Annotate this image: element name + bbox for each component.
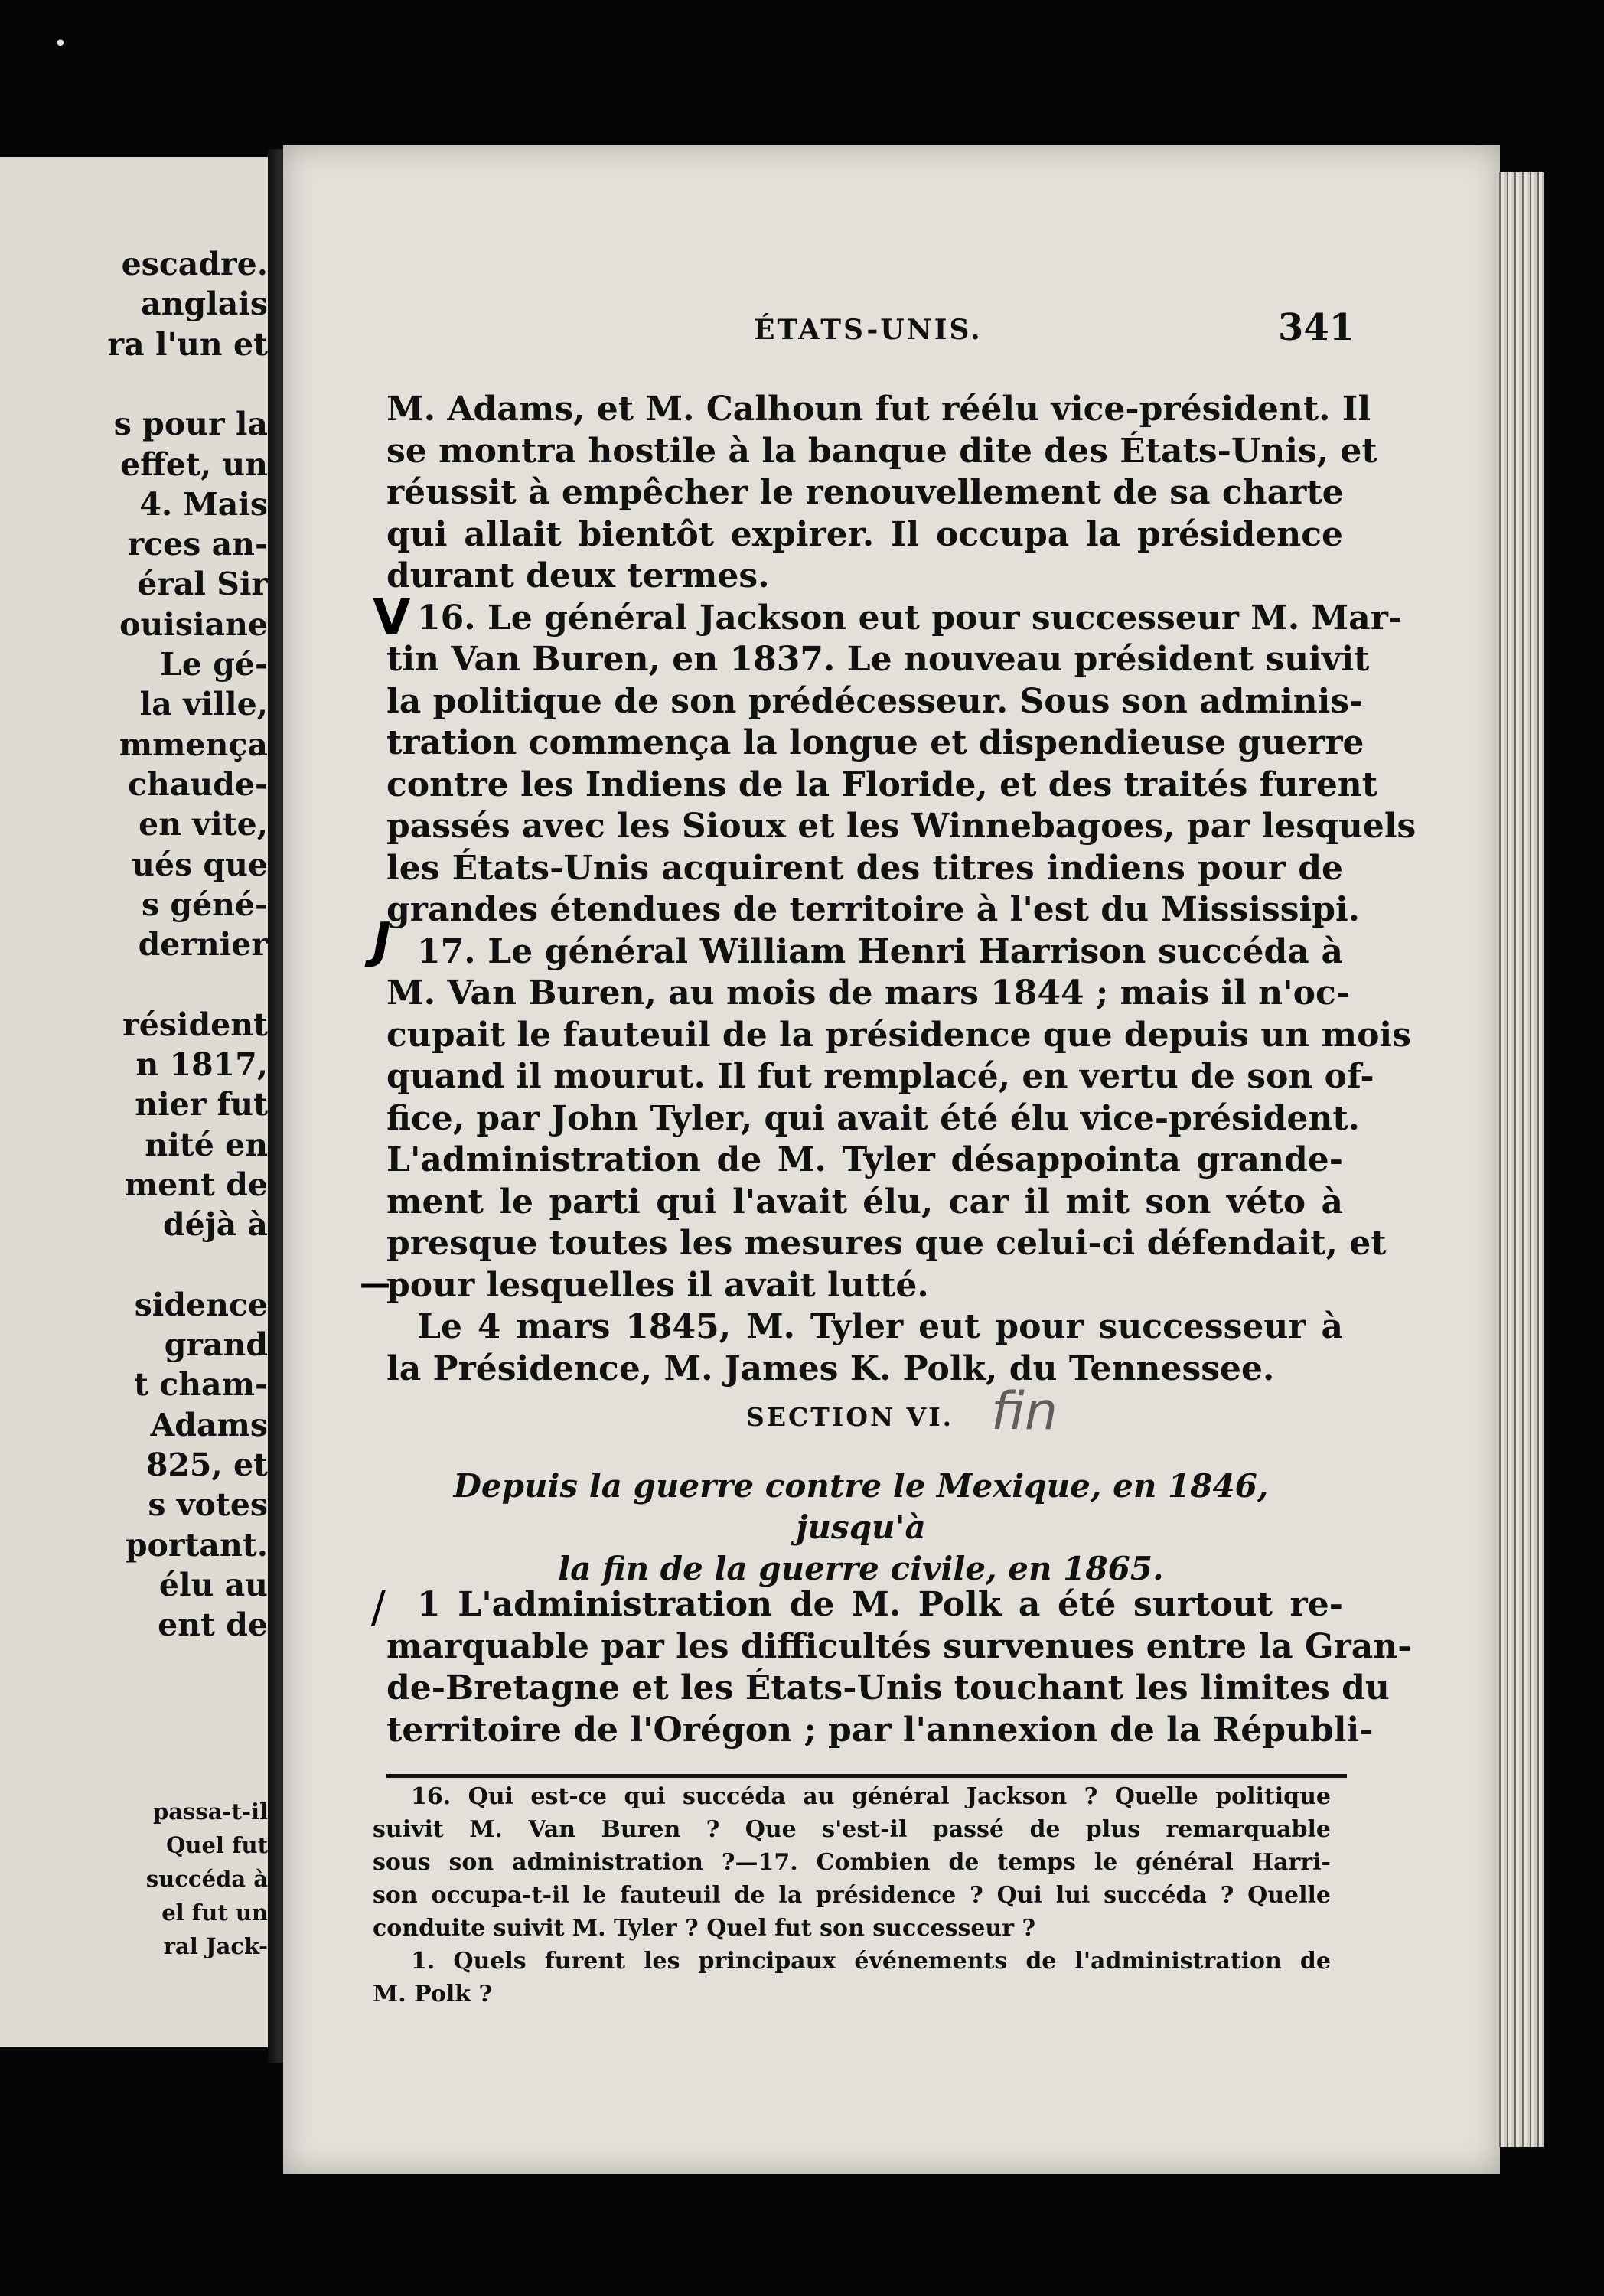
body-line: qui allait bientôt expirer. Il occupa la présidence bbox=[386, 514, 1343, 554]
question-line: suivit M. Van Buren ? Que s'est-il passé de plus remarquable bbox=[373, 1816, 1331, 1843]
body-line: M. Van Buren, au mois de mars 1844 ; mais il n'oc- bbox=[386, 974, 1351, 1013]
section-line: territoire de l'Orégon ; par l'annexion de la Républi- bbox=[386, 1710, 1374, 1750]
left-page-text-fragment: chaude- bbox=[128, 765, 268, 803]
left-page-text-fragment: n 1817, bbox=[135, 1046, 268, 1083]
question-line: M. Polk ? bbox=[373, 1981, 493, 2007]
left-page-text-fragment: s pour la bbox=[113, 406, 268, 443]
question-line: sous son administration ?—17. Combien de temps le général Harri- bbox=[373, 1849, 1331, 1876]
left-page-text-fragment: Le gé- bbox=[160, 646, 268, 683]
page-number: 341 bbox=[1278, 306, 1355, 349]
left-page-text-fragment: rces an- bbox=[127, 526, 268, 563]
footnote-rule bbox=[386, 1774, 1347, 1778]
left-page-fragment bbox=[0, 157, 272, 2047]
body-line: grandes étendues de territoire à l'est du Mississipi. bbox=[386, 890, 1361, 929]
left-page-text-fragment: effet, un bbox=[120, 445, 268, 483]
left-page-text-fragment: 825, et bbox=[145, 1446, 268, 1483]
left-page-text-fragment: portant. bbox=[125, 1526, 268, 1564]
left-page-text-fragment: en vite, bbox=[139, 806, 268, 843]
left-page-question-fragment: el fut un bbox=[161, 1900, 268, 1926]
left-page-question-fragment: ral Jack- bbox=[163, 1933, 268, 1959]
body-line: tration commença la longue et dispendieuse guerre bbox=[386, 723, 1364, 762]
left-page-text-fragment: nité en bbox=[145, 1126, 268, 1163]
question-line: son occupa-t-il le fauteuil de la présidence ? Qui lui succéda ? Quelle bbox=[373, 1882, 1331, 1909]
margin-dash-mark: — bbox=[360, 1267, 390, 1302]
section-subtitle-line: Depuis la guerre contre le Mexique, en 1846, jusqu'à bbox=[453, 1467, 1269, 1546]
body-line: quand il mourut. Il fut remplacé, en vertu de son of- bbox=[386, 1057, 1374, 1096]
body-line: ment le parti qui l'avait élu, car il mit son véto à bbox=[386, 1182, 1343, 1221]
margin-check-mark-17: J bbox=[373, 913, 391, 970]
left-page-text-fragment: s géné- bbox=[141, 885, 268, 923]
body-line: réussit à empêcher le renouvellement de sa charte bbox=[386, 473, 1344, 512]
section-line: 1 L'administration de M. Polk a été surtout re- bbox=[417, 1585, 1343, 1624]
section-subtitle bbox=[413, 1466, 1309, 1590]
body-line: la politique de son prédécesseur. Sous son adminis- bbox=[386, 681, 1364, 721]
left-page-text-fragment: la ville, bbox=[139, 686, 268, 723]
body-line: Le 4 mars 1845, M. Tyler eut pour successeur à bbox=[417, 1307, 1343, 1346]
review-questions bbox=[373, 1780, 1331, 2011]
section-body bbox=[386, 1584, 1412, 1751]
left-page-text-fragment: t cham- bbox=[134, 1366, 268, 1404]
body-line: pour lesquelles il avait lutté. bbox=[386, 1265, 929, 1305]
body-line: tin Van Buren, en 1837. Le nouveau président suivit bbox=[386, 640, 1370, 679]
left-page-text-fragment: élu au bbox=[158, 1566, 268, 1603]
left-page-question-fragment: passa-t-il bbox=[152, 1799, 268, 1825]
left-page-text-fragment: ent de bbox=[158, 1606, 268, 1644]
left-page-text-fragment: ouisiane bbox=[119, 605, 268, 643]
left-page-question-fragment: succéda à bbox=[145, 1866, 268, 1892]
body-line: contre les Indiens de la Floride, et des traités furent bbox=[386, 765, 1378, 804]
left-page-text-fragment: nier fut bbox=[135, 1086, 268, 1124]
body-line: M. Adams, et M. Calhoun fut réélu vice-président. Il bbox=[386, 390, 1371, 429]
scan-speck: • bbox=[54, 31, 67, 57]
left-page-text-fragment: s votes bbox=[148, 1486, 268, 1524]
body-line: durant deux termes. bbox=[386, 556, 770, 595]
left-page-text-fragment: déjà à bbox=[163, 1206, 268, 1244]
question-line: 1. Quels furent les principaux événements de l'administration de bbox=[411, 1948, 1331, 1975]
body-line: cupait le fauteuil de la présidence que depuis un mois bbox=[386, 1015, 1411, 1055]
left-page-text-fragment: ra l'un et bbox=[107, 325, 268, 363]
left-page-text-fragment: résident bbox=[122, 1006, 268, 1043]
body-text bbox=[386, 389, 1417, 1390]
left-page-text-fragment: ment de bbox=[124, 1166, 268, 1203]
question-line: 16. Qui est-ce qui succéda au général Jackson ? Quelle politique bbox=[411, 1783, 1331, 1810]
body-line: la Présidence, M. James K. Polk, du Tennessee. bbox=[386, 1349, 1275, 1388]
body-line: 17. Le général William Henri Harrison succéda à bbox=[417, 931, 1343, 971]
body-line: L'administration de M. Tyler désappointa grande- bbox=[386, 1140, 1343, 1179]
page-edges bbox=[1496, 172, 1544, 2147]
section-line: marquable par les difficultés survenues entre la Gran- bbox=[386, 1626, 1412, 1666]
body-line: 16. Le général Jackson eut pour successeur M. Mar- bbox=[417, 598, 1403, 638]
body-line: fice, par John Tyler, qui avait été élu vice-président. bbox=[386, 1098, 1360, 1138]
body-line: se montra hostile à la banque dite des États-Unis, et bbox=[386, 431, 1377, 471]
body-line: passés avec les Sioux et les Winnebagoes, par lesquels bbox=[386, 807, 1417, 846]
left-page-text-fragment: mmença bbox=[119, 726, 268, 763]
left-page-text-fragment: Adams bbox=[150, 1406, 268, 1443]
section-line: de-Bretagne et les États-Unis touchant les limites du bbox=[386, 1668, 1390, 1707]
section-subtitle-line: la fin de la guerre civile, en 1865. bbox=[558, 1550, 1164, 1587]
left-page-text-fragment: éral Sir bbox=[137, 566, 268, 603]
section-title: SECTION VI. bbox=[746, 1402, 954, 1432]
left-page-text-fragment: anglais bbox=[141, 285, 268, 323]
left-page-text-fragment: ués que bbox=[132, 846, 268, 883]
margin-slash-mark: / bbox=[371, 1583, 386, 1632]
margin-check-mark-16: V bbox=[373, 589, 411, 646]
handwritten-note: fin bbox=[991, 1381, 1058, 1442]
left-page-text-fragment: grand bbox=[164, 1326, 268, 1364]
body-line: presque toutes les mesures que celui-ci défendait, et bbox=[386, 1224, 1387, 1263]
left-page-text-fragment: dernier bbox=[138, 926, 268, 964]
question-line: conduite suivit M. Tyler ? Quel fut son successeur ? bbox=[373, 1915, 1036, 1942]
left-page-question-fragment: Quel fut bbox=[166, 1832, 268, 1858]
body-line: les États-Unis acquirent des titres indiens pour de bbox=[386, 848, 1343, 888]
left-page-text-fragment: escadre. bbox=[121, 246, 268, 282]
left-page-text-fragment: sidence bbox=[134, 1286, 268, 1323]
running-head: ÉTATS-UNIS. bbox=[754, 314, 983, 346]
left-page-text-fragment: 4. Mais bbox=[139, 485, 268, 523]
